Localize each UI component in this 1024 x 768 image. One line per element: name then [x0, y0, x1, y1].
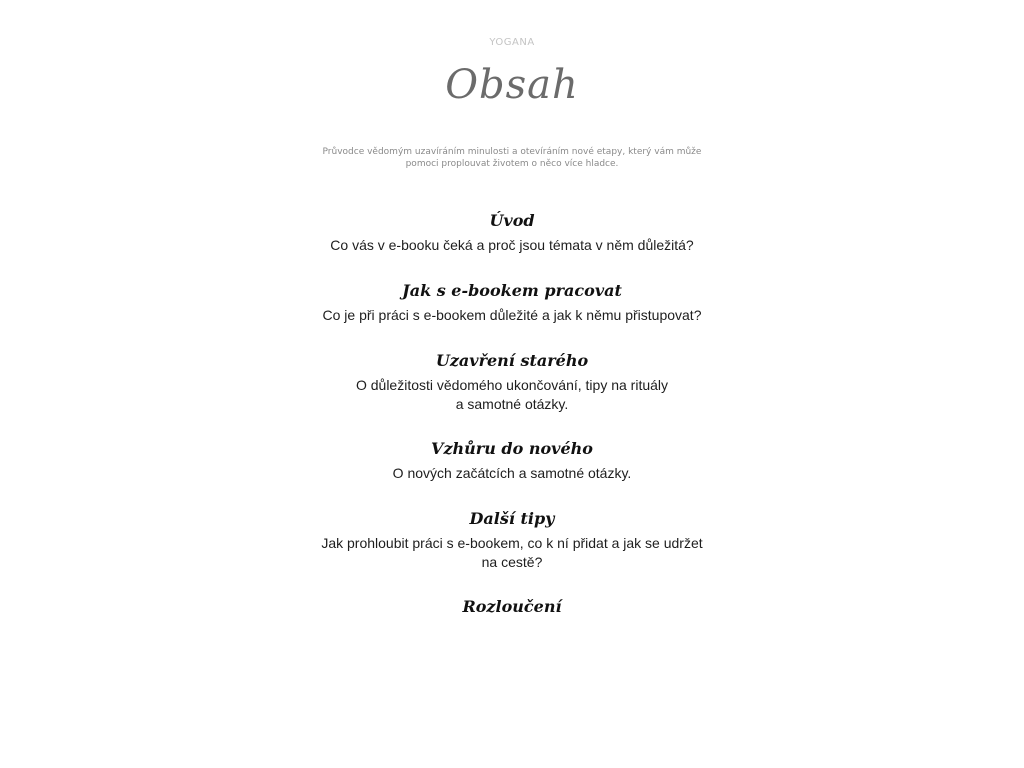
section-description: Co vás v e-booku čeká a proč jsou témata v něm důležitá?: [330, 237, 694, 253]
toc-section-uvod: [0, 210, 1024, 255]
section-title: Vzhůru do nového: [431, 439, 593, 458]
section-description: O nových začátcích a samotné otázky.: [392, 465, 632, 481]
intro-text: Průvodce vědomým uzavíráním minulosti a otevíráním nové etapy, který vám může pomoci proplouvat životem o něco více hladce.: [322, 147, 702, 169]
toc-section-rozlouceni: [0, 596, 1024, 618]
section-title: Uzavření starého: [435, 351, 589, 370]
section-title: Jak s e-bookem pracovat: [402, 281, 622, 300]
toc-section-vzhuru: [0, 438, 1024, 483]
toc-section-jak-pracovat: [0, 280, 1024, 325]
section-title: Další tipy: [469, 509, 555, 528]
brand-name: YOGANA: [489, 37, 535, 48]
section-title: Úvod: [489, 211, 535, 230]
section-description: Co je při práci s e-bookem důležité a jak k němu přistupovat?: [322, 307, 702, 323]
toc-section-uzavreni: [0, 350, 1024, 414]
section-title: Rozloučení: [462, 597, 562, 616]
toc-section-dalsi-tipy: [0, 508, 1024, 572]
section-description: O důležitosti vědomého ukončování, tipy na rituály a samotné otázky.: [355, 377, 669, 412]
page-title: Obsah: [445, 62, 579, 108]
section-description: Jak prohloubit práci s e-bookem, co k ní přidat a jak se udržet na cestě?: [321, 535, 703, 570]
